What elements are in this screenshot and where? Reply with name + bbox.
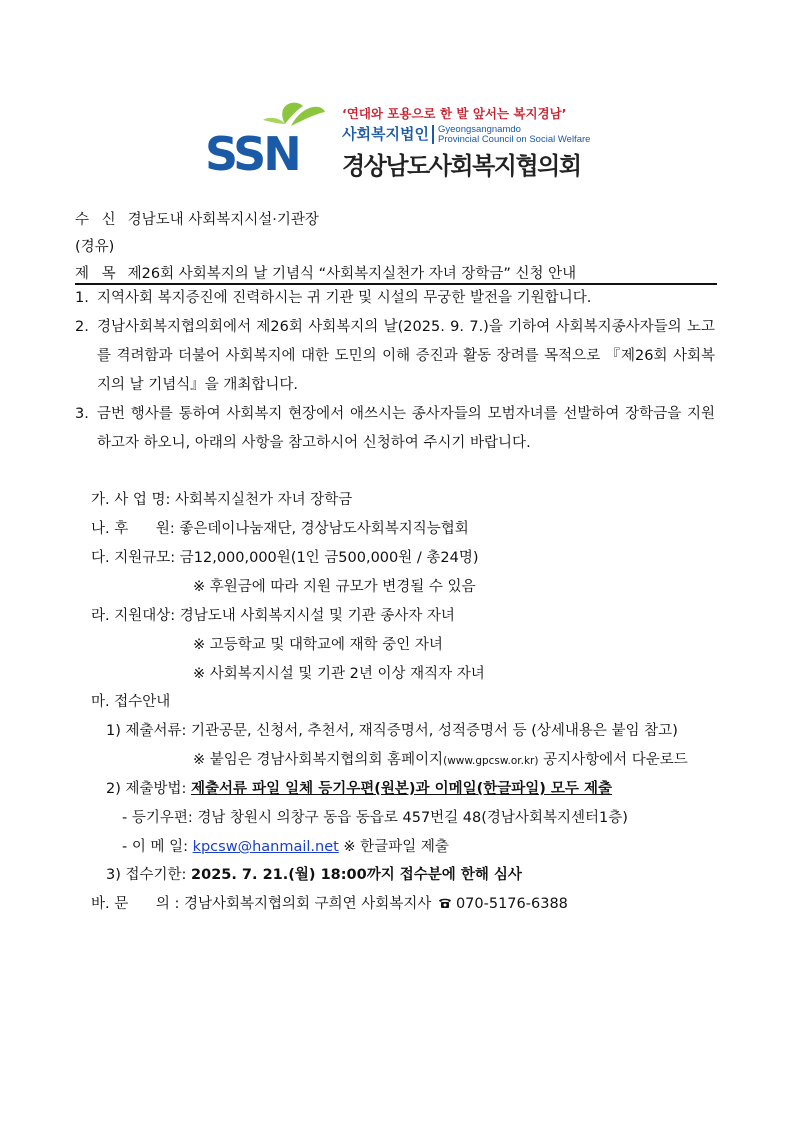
email-note: ※ 한글파일 제출 xyxy=(343,839,449,855)
deadline: 2025. 7. 21.(월) 18:00까지 접수분에 한해 심사 xyxy=(191,867,522,883)
target-note-1: ※ 고등학교 및 대학교에 재학 중인 자녀 xyxy=(193,637,443,653)
method-label: 2) 제출방법: xyxy=(106,781,187,797)
mail-label: - 등기우편: xyxy=(122,810,193,826)
divider xyxy=(432,125,434,144)
sponsor-row xyxy=(91,517,469,538)
business-name-label: 가. 사 업 명: xyxy=(91,492,171,508)
paragraph-text: 금번 행사를 통하여 사회복지 현장에서 애쓰시는 종사자들의 모범자녀를 선발하여 장학금을 지원하고자 하오니, 아래의 사항을 참고하시어 신청하여 주시기 바랍니다. xyxy=(97,406,715,451)
docs-note-row xyxy=(193,748,688,769)
org-name-en-1: Gyeongsangnamdo xyxy=(438,124,521,135)
logo-mark-text: SSN xyxy=(205,127,299,176)
phone-icon xyxy=(438,897,452,909)
website-url[interactable]: (www.gpcsw.or.kr) xyxy=(443,755,539,767)
business-name-row xyxy=(91,488,352,509)
target: 경남도내 사회복지시설 및 기관 종사자 자녀 xyxy=(179,608,455,624)
corp-type: 사회복지법인 xyxy=(342,125,429,143)
org-name: 경상남도사회복지협의회 xyxy=(342,152,581,180)
subject: 제26회 사회복지의 날 기념식 “사회복지실천가 자녀 장학금” 신청 안내 xyxy=(127,266,577,282)
email-label: - 이 메 일: xyxy=(122,839,188,855)
docs-note-pre: ※ 붙임은 경남사회복지협의회 홈페이지 xyxy=(193,752,444,768)
email-link[interactable]: kpcsw@hanmail.net xyxy=(192,839,339,855)
deadline-row xyxy=(106,863,522,884)
recipient-label: 수 신 xyxy=(75,212,120,228)
contact-label: 바. 문 의 : xyxy=(91,896,180,912)
deadline-label: 3) 접수기한: xyxy=(106,867,187,883)
receipt-label: 마. 접수안내 xyxy=(91,694,171,710)
mail-row xyxy=(122,806,628,827)
mail-address: 경남 창원시 의창구 동읍 동읍로 457번길 48(경남사회복지센터1층) xyxy=(197,810,628,826)
paragraph-number: 3. xyxy=(75,406,89,422)
slogan: ‘연대와 포용으로 한 발 앞서는 복지경남’ xyxy=(342,106,567,121)
paragraph-text: 지역사회 복지증진에 진력하시는 귀 기관 및 시설의 무궁한 발전을 기원합니다. xyxy=(97,290,592,306)
paragraph-3 xyxy=(75,400,715,458)
org-logo xyxy=(205,96,605,180)
paragraph-text: 경남사회복지협의회에서 제26회 사회복지의 날(2025. 9. 7.)을 기하여 사회복지종사자들의 노고를 격려함과 더불어 사회복지에 대한 도민의 이해 증진과 활동 장려를 목적으로 『제26회 사회복지의 날 기념식』을 개최합니다. xyxy=(97,319,715,393)
scale-label: 다. 지원규모: xyxy=(91,550,176,566)
target-label: 라. 지원대상: xyxy=(91,608,176,624)
email-row xyxy=(122,835,449,856)
contact-phone: 070-5176-6388 xyxy=(455,896,568,912)
docs-label: 1) 제출서류: xyxy=(106,723,187,739)
scale: 금12,000,000원(1인 금500,000원 / 총24명) xyxy=(179,550,479,566)
recipient-line xyxy=(75,208,319,229)
business-name: 사회복지실천가 자녀 장학금 xyxy=(174,492,353,508)
method: 제출서류 파일 일체 등기우편(원본)과 이메일(한글파일) 모두 제출 xyxy=(191,781,612,797)
docs: 기관공문, 신청서, 추천서, 재직증명서, 성적증명서 등 (상세내용은 붙임 참고) xyxy=(191,723,678,739)
method-row xyxy=(106,777,612,798)
scale-row xyxy=(91,546,478,567)
paragraph-1 xyxy=(75,284,715,313)
contact: 경남사회복지협의회 구희연 사회복지사 xyxy=(184,896,432,912)
paragraph-number: 1. xyxy=(75,290,89,306)
contact-row xyxy=(91,892,568,913)
scale-note: ※ 후원금에 따라 지원 규모가 변경될 수 있음 xyxy=(193,579,476,595)
recipient: 경남도내 사회복지시설·기관장 xyxy=(127,212,319,228)
via-line: (경유) xyxy=(75,239,115,255)
paragraph-2 xyxy=(75,313,715,400)
sponsor-label: 나. 후 원: xyxy=(91,521,175,537)
target-row xyxy=(91,604,455,625)
docs-row xyxy=(106,719,678,740)
org-name-en-2: Provincial Council on Social Welfare xyxy=(438,134,591,145)
docs-note-post: 공지사항에서 다운로드 xyxy=(543,752,688,768)
paragraph-number: 2. xyxy=(75,319,89,335)
target-note-2: ※ 사회복지시설 및 기관 2년 이상 재직자 자녀 xyxy=(193,666,485,682)
sponsor: 좋은데이나눔재단, 경상남도사회복지직능협회 xyxy=(179,521,469,537)
ssn-logo-mark xyxy=(205,96,330,176)
subject-label: 제 목 xyxy=(75,266,120,282)
subject-line xyxy=(75,262,576,283)
